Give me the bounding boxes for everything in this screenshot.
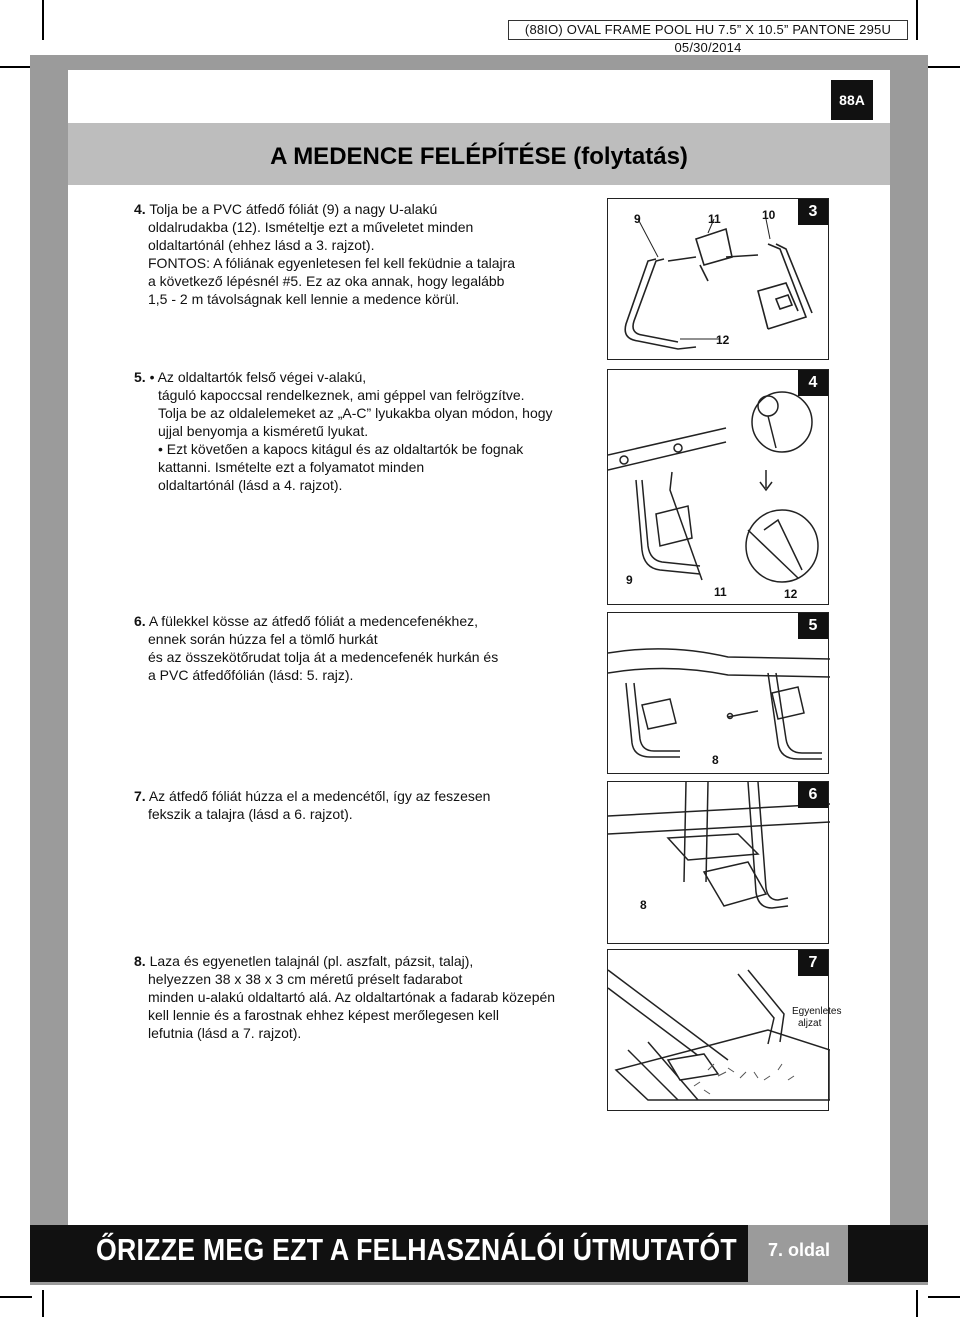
figure-3-label-12: 12: [716, 333, 730, 347]
page-number: 7. oldal: [768, 1240, 831, 1260]
figure-4-drawing: [608, 370, 830, 606]
figure-7-number: 7: [798, 950, 828, 976]
step-line: Az átfedő fóliát húzza el a medencétől, így az feszesen: [148, 788, 491, 804]
crop-mark: [0, 66, 32, 68]
figure-5-drawing: [608, 613, 830, 775]
figure-4: [607, 369, 829, 605]
crop-mark: [928, 1296, 960, 1298]
figure-3-number: 3: [798, 199, 828, 225]
footer-notice: ŐRIZZE MEG EZT A FELHASZNÁLÓI ÚTMUTATÓT: [96, 1232, 737, 1267]
step-line: a PVC átfedőfólián (lásd: 5. rajz).: [148, 667, 354, 683]
model-badge: 88A: [831, 80, 873, 120]
crop-mark: [0, 1296, 32, 1298]
step-line: minden u-alakú oldaltartó alá. Az oldaltartónak a fadarab közepén: [148, 989, 556, 1005]
step-8: [134, 952, 594, 1042]
step-line: A fülekkel kösse az átfedő fóliát a medencefenékhez,: [148, 613, 479, 629]
step-line: oldaltartónál (lásd a 4. rajzot).: [158, 477, 343, 493]
figure-3-label-10: 10: [762, 208, 776, 222]
figure-3: [607, 198, 829, 360]
print-spec-header: (88IO) OVAL FRAME POOL HU 7.5” X 10.5” PANTONE 295U 05/30/2014: [508, 20, 908, 40]
step-line: fekszik a talajra (lásd a 6. rajzot).: [148, 806, 353, 822]
step-line: oldalrudakba (12). Ismételtje ezt a műveletet minden: [148, 219, 474, 235]
figure-6-drawing: [608, 782, 830, 945]
figure-7-label-line-1: Egyenletes: [792, 1006, 842, 1017]
step-line: és az összekötőrudat tolja át a medencefenék hurkán és: [148, 649, 499, 665]
step-line: Tolja be az oldalelemeket az „A-C” lyukakba olyan módon, hogy: [158, 405, 553, 421]
step-line: • Az oldaltartók felső végei v-alakú,: [149, 369, 367, 385]
figure-6: [607, 781, 829, 944]
figure-3-label-9: 9: [634, 212, 641, 226]
step-line: kell lennie és a farostnak ehhez képest merőlegesen kell: [148, 1007, 499, 1023]
figure-5-number: 5: [798, 613, 828, 639]
step-line: Laza és egyenetlen talajnál (pl. aszfalt, pázsit, talaj),: [149, 953, 474, 969]
step-number: 8.: [134, 953, 146, 969]
step-number: 6.: [134, 613, 146, 629]
figure-7-drawing: [608, 950, 830, 1112]
step-number: 4.: [134, 201, 146, 217]
step-line: ennek során húzza fel a tömlő hurkát: [148, 631, 378, 647]
step-number: 5.: [134, 369, 146, 385]
figure-4-label-11: 11: [714, 585, 727, 599]
step-line: lefutnia (lásd a 7. rajzot).: [148, 1025, 302, 1041]
step-line: kattanni. Ismételte ezt a folyamatot minden: [158, 459, 425, 475]
step-6: [134, 612, 594, 684]
figure-5: [607, 612, 829, 774]
language-label: Magyar: [740, 86, 807, 108]
step-line: a következő lépésnél #5. Ez az oka annak, hogy legalább: [148, 273, 505, 289]
step-line: FONTOS: A fóliának egyenletesen fel kell feküdnie a talajra: [148, 255, 516, 271]
figure-6-label-8: 8: [640, 898, 647, 912]
figure-6-number: 6: [798, 782, 828, 808]
figure-4-label-9: 9: [626, 573, 633, 587]
step-line: • Ezt követően a kapocs kitágul és az oldaltartók be fognak: [158, 441, 524, 457]
figure-7-label-line-2: aljzat: [798, 1018, 822, 1029]
page-title: A MEDENCE FELÉPÍTÉSE (folytatás): [270, 143, 688, 170]
figure-4-label-12: 12: [784, 587, 798, 601]
step-5: [134, 368, 594, 494]
crop-mark: [42, 0, 44, 40]
step-line: oldaltartónál (ehhez lásd a 3. rajzot).: [148, 237, 375, 253]
figure-4-number: 4: [798, 370, 828, 396]
crop-mark: [928, 66, 960, 68]
step-line: 1,5 - 2 m távolságnak kell lennie a medence körül.: [148, 291, 460, 307]
step-7: [134, 787, 594, 823]
title-wrap: [68, 123, 890, 185]
crop-mark: [916, 0, 918, 40]
step-line: Tolja be a PVC átfedő fóliát (9) a nagy U-alakú: [149, 201, 438, 217]
figure-5-label-8: 8: [712, 753, 719, 767]
figure-7: [607, 949, 842, 1111]
crop-mark: [916, 1290, 918, 1317]
step-line: ujjal benyomja a kisméretű lyukat.: [158, 423, 369, 439]
crop-mark: [42, 1290, 44, 1317]
step-number: 7.: [134, 788, 146, 804]
step-line: táguló kapoccsal rendelkeznek, ami géppel van felrögzítve.: [158, 387, 525, 403]
step-4: [134, 200, 594, 308]
step-line: helyezzen 38 x 38 x 3 cm méretű préselt fadarabot: [148, 971, 463, 987]
figure-3-label-11: 11: [708, 212, 721, 226]
